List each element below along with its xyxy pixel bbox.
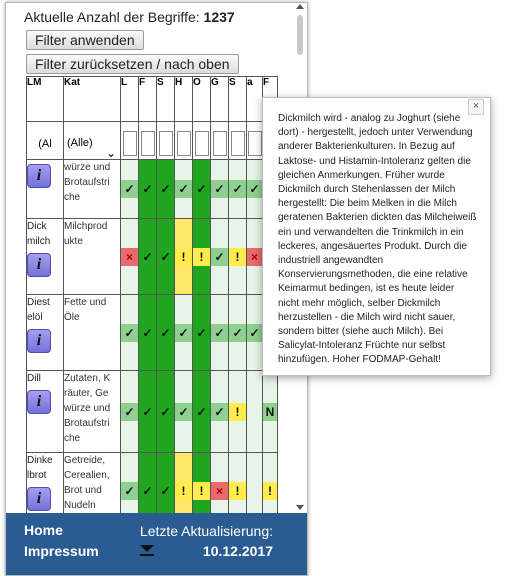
last-update-label: Letzte Aktualisierung: [139,523,273,539]
status-cell [121,219,139,295]
status-cell [193,295,211,371]
info-popup [262,97,491,376]
status-badge: ✓ [175,403,192,421]
status-badge: ! [175,482,192,500]
column-header-lm[interactable]: LM [27,77,64,122]
status-cell [211,219,229,295]
status-cell [175,160,193,219]
filter-row [27,122,278,160]
status-cell [139,453,157,514]
status-cell [157,453,175,514]
food-name: Dinke lbrot [27,455,53,481]
status-badge: ✓ [211,324,228,342]
popup-text: Dickmilch wird - analog zu Joghurt (siehe dort) - hergestellt, jedoch unter Verwendung anderer Bakterienkulturen. In Bezug auf Laktose- und Histamin-Intoleranz gelten die gleichen Anmerkungen. Früher wurde Dickmilch durch Stehenlassen der Milch hergestellt: Die beim Melken in die Milch geratenen Bakterien dickten das Milcheiweiß ein und verwandelten die Trinkmilch in ein leckeres, angesäuertes Produkt. Durch die industriell angewandten Konservierungsmethoden, die eine relative Keimarmut bedingen, ist es heute leider nicht mehr möglich, selber Dickmilch herzustellen - die Milch wird nicht sauer, sondern bitter (siehe auch Milch). Bei Salicylat-Intoleranz Früchte nur selbst hinzufügen. Hoher FODMAP-Gehalt! [278,113,477,366]
category-cell: Fette und Öle [64,295,121,371]
status-cell [139,160,157,219]
status-badge: ✓ [193,324,210,342]
status-badge: ✓ [139,248,156,266]
status-badge: ✓ [193,180,210,198]
column-header-fructose[interactable]: F [139,77,157,122]
table-row[interactable] [27,371,278,453]
scroll-up-icon[interactable] [296,4,304,9]
status-badge: ✓ [157,324,174,342]
info-icon[interactable]: i [27,487,51,511]
count-label: Aktuelle Anzahl der Begriffe: [24,9,200,25]
lm-cell [27,371,64,453]
status-badge: ! [193,482,210,500]
status-cell [157,219,175,295]
food-name: Dill [27,373,41,384]
category-cell: würze und Brotaufstri che [64,160,121,219]
status-badge: ✓ [121,482,138,500]
lm-cell [27,160,64,219]
status-cell [157,371,175,453]
status-cell [229,160,247,219]
status-badge: ✓ [121,403,138,421]
status-badge: ✓ [139,403,156,421]
status-badge: ✓ [247,180,262,198]
lm-cell [27,453,64,514]
category-cell: Milchprod ukte [64,219,121,295]
status-cell [211,453,229,514]
status-cell [211,371,229,453]
status-cell [247,453,263,514]
filter-input[interactable] [195,131,209,156]
status-badge: ✓ [157,180,174,198]
filter-input[interactable] [159,131,173,156]
category-cell: Getreide, Cerealien, Brot und Nudeln [64,453,121,514]
status-badge: ! [229,248,246,266]
filter-input[interactable] [123,131,137,156]
kat-filter-cell [64,122,121,160]
scroll-thumb[interactable] [297,15,303,55]
status-badge: ! [193,248,210,266]
column-header-fodmap[interactable]: F [263,77,278,122]
table-row[interactable] [27,160,278,219]
status-cell [157,160,175,219]
count-value: 1237 [203,9,235,25]
status-cell [175,219,193,295]
chevron-down-icon: ⌄ [105,145,116,160]
reset-filter-button[interactable]: Filter zurücksetzen / nach oben [26,54,239,74]
lm-filter-select[interactable]: (Al [38,137,52,150]
status-cell [229,453,247,514]
status-cell [229,371,247,453]
status-badge: ✓ [211,180,228,198]
term-count [24,9,235,25]
status-cell [247,160,263,219]
status-badge: ✓ [139,324,156,342]
status-badge: ✓ [139,482,156,500]
status-badge: × [211,482,228,500]
info-icon[interactable]: i [27,164,51,188]
status-cell [229,295,247,371]
status-badge: ✓ [157,403,174,421]
status-badge: ! [175,248,192,266]
home-link[interactable]: Home [24,522,63,538]
status-cell [175,295,193,371]
lm-cell [27,295,64,371]
info-icon[interactable]: i [27,253,51,277]
food-table [26,76,278,513]
status-cell [175,453,193,514]
column-header-gluten[interactable]: G [211,77,229,122]
column-header-kat[interactable]: Kat [64,77,121,122]
column-header-salicylat[interactable]: S [229,77,247,122]
status-cell [263,453,278,514]
status-cell [193,453,211,514]
status-cell [229,219,247,295]
status-badge: ✓ [211,403,228,421]
status-badge: ✓ [157,482,174,500]
column-header-a[interactable]: a [247,77,263,122]
scroll-down-icon[interactable] [296,505,304,510]
status-badge: ✓ [229,180,246,198]
dropdown-triangle-underline [140,554,154,556]
status-cell [247,371,263,453]
status-cell [121,295,139,371]
status-cell [247,295,263,371]
status-badge: ! [229,403,246,421]
status-cell [193,160,211,219]
status-cell [157,295,175,371]
status-badge: ✓ [229,324,246,342]
status-badge: ✓ [211,248,228,266]
status-badge: × [247,248,262,266]
filter-input[interactable] [177,131,191,156]
status-cell [193,371,211,453]
table-row[interactable] [27,219,278,295]
status-cell [211,295,229,371]
status-badge: ✓ [247,324,262,342]
kat-filter-select[interactable] [64,133,120,160]
filter-input[interactable] [213,131,227,156]
status-badge: ✓ [121,180,138,198]
close-icon[interactable]: × [468,99,484,115]
status-cell [139,295,157,371]
status-cell [139,371,157,453]
status-cell [121,453,139,514]
filter-input[interactable] [231,131,245,156]
info-icon[interactable]: i [27,390,51,414]
header-row [27,77,278,122]
status-cell [263,371,278,453]
status-badge: ✓ [157,248,174,266]
status-cell [175,371,193,453]
column-header-o[interactable]: O [193,77,211,122]
lm-cell [27,219,64,295]
filter-input[interactable] [141,131,155,156]
status-badge: × [121,248,138,266]
table-row[interactable] [27,453,278,514]
status-cell [139,219,157,295]
food-name: Dick milch [27,221,51,247]
status-badge: ✓ [175,324,192,342]
status-badge: ! [263,482,277,500]
status-cell [193,219,211,295]
status-badge: ✓ [121,324,138,342]
impressum-link[interactable]: Impressum [24,543,99,559]
last-update-date: 10.12.2017 [202,543,273,559]
kat-filter-value: (Alle) [67,136,93,149]
food-name: Diest elöl [27,297,50,323]
footer [6,513,307,575]
column-header-laktose[interactable]: L [121,77,139,122]
category-cell: Zutaten, K räuter, Ge würze und Brotaufstri che [64,371,121,453]
status-badge: ✓ [175,180,192,198]
status-cell [121,371,139,453]
status-badge: ✓ [193,403,210,421]
dropdown-triangle-icon[interactable] [140,545,154,552]
info-icon[interactable]: i [27,329,51,353]
apply-filter-button[interactable]: Filter anwenden [26,30,144,50]
status-cell [121,160,139,219]
status-cell [247,219,263,295]
lm-filter-cell [27,122,64,160]
status-badge: N [263,403,277,421]
status-badge: ! [229,482,246,500]
status-badge: ✓ [139,180,156,198]
column-header-histamin[interactable]: H [175,77,193,122]
status-cell [211,160,229,219]
column-header-sorbit[interactable]: S [157,77,175,122]
filter-input[interactable] [248,131,262,156]
table-row[interactable] [27,295,278,371]
